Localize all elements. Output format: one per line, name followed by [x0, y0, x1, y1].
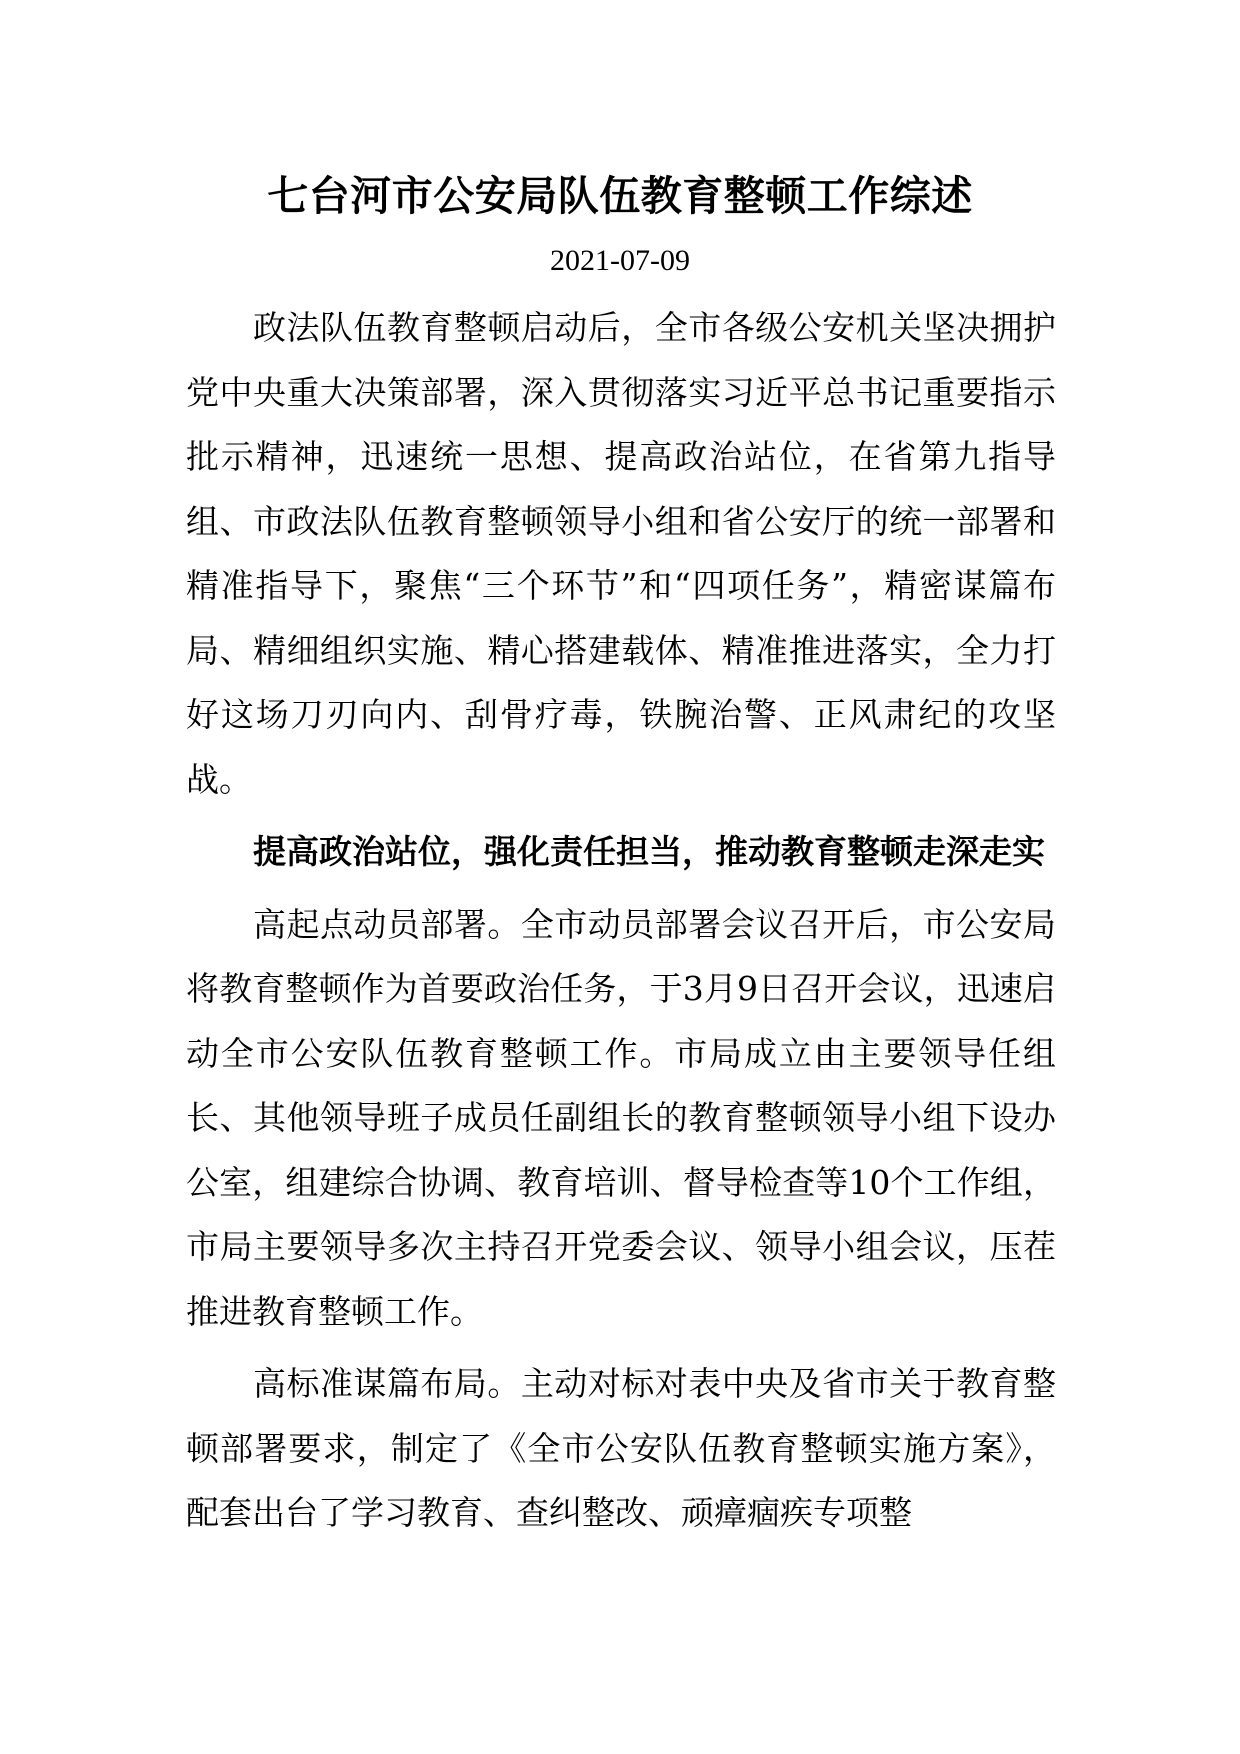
document-body	[186, 296, 1056, 1554]
section-heading: 提高政治站位，强化责任担当，推动教育整顿走深走实	[253, 832, 1045, 871]
intro-paragraph: 政法队伍教育整顿启动后，全市各级公安机关坚决拥护党中央重大决策部署，深入贯彻落实习近平总书记重要指示批示精神，迅速统一思想、提高政治站位，在省第九指导组、市政法队伍教育整顿领导小组和省公安厅的统一部署和精准指导下，聚焦“三个环节”和“四项任务”，精密谋篇布局、精细组织实施、精心搭建载体、精准推进落实，全力打好这场刀刃向内、刮骨疗毒，铁腕治警、正风肃纪的攻坚战。	[186, 308, 1056, 799]
section-paragraph-2: 高标准谋篇布局。主动对标对表中央及省市关于教育整顿部署要求，制定了《全市公安队伍教育整顿实施方案》，配套出台了学习教育、查纠整改、顽瘴痼疾专项整	[186, 1364, 1056, 1532]
section-paragraph-1: 高起点动员部署。全市动员部署会议召开后，市公安局将教育整顿作为首要政治任务，于3月9日召开会议，迅速启动全市公安队伍教育整顿工作。市局成立由主要领导任组长、其他领导班子成员任副组长的教育整顿领导小组下设办公室，组建综合协调、教育培训、督导检查等10个工作组，市局主要领导多次主持召开党委会议、领导小组会议，压茬推进教育整顿工作。	[186, 904, 1056, 1331]
document-date: 2021-07-09	[550, 244, 690, 277]
document-title: 七台河市公安局队伍教育整顿工作综述	[267, 172, 973, 220]
